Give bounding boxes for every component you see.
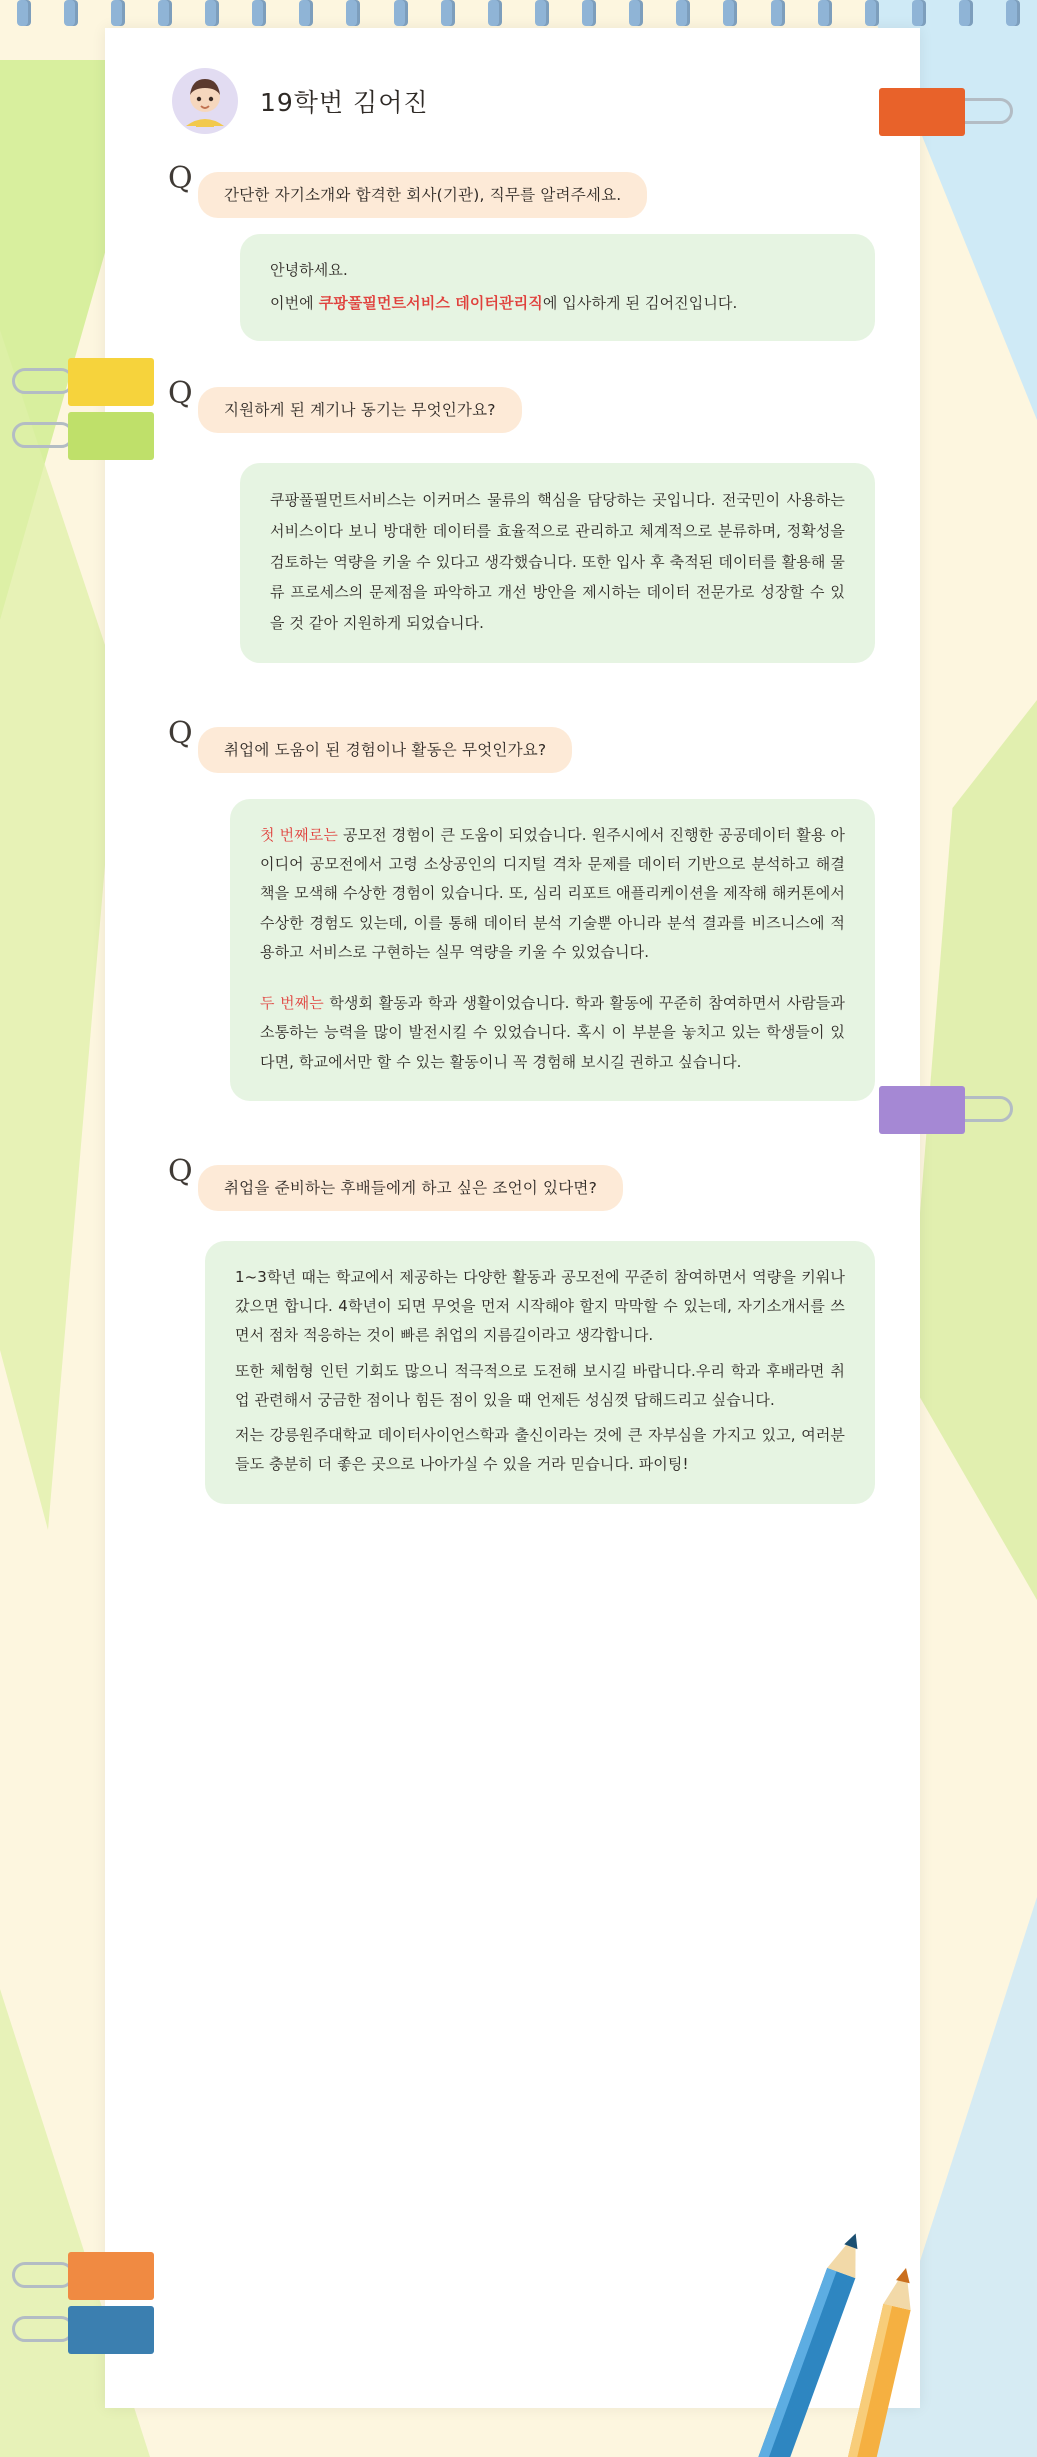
paper-clip-left-yellow [68, 358, 154, 406]
paper-clip-left-green [68, 412, 154, 460]
answer-paragraph-2 [260, 989, 845, 1077]
clip-wire-icon [12, 2316, 74, 2342]
question-text-3: 취업에 도움이 된 경험이나 활동은 무엇인가요? [198, 727, 572, 773]
clip-wire-icon [12, 2262, 74, 2288]
clip-tape [68, 358, 154, 406]
paper-clip-right-purple [879, 1086, 965, 1134]
clip-tape [68, 2306, 154, 2354]
answer-bubble-2 [240, 463, 875, 663]
qa-block-4 [150, 1151, 875, 1504]
question-text-4: 취업을 준비하는 후배들에게 하고 싶은 조언이 있다면? [198, 1165, 623, 1211]
answer-lead-2: 두 번째는 [260, 994, 324, 1012]
answer-paragraph-2: 또한 체험형 인턴 기회도 많으니 적극적으로 도전해 보시길 바랍니다.우리 학과 후배라면 취업 관련해서 궁금한 점이나 힘든 점이 있을 때 언제든 성심껏 답해드리고 싶습니다. [235, 1361, 845, 1409]
spiral-binding-icon [0, 0, 1037, 30]
answer-bubble-4 [205, 1241, 875, 1504]
header [150, 28, 875, 152]
question-marker: Q [168, 161, 193, 196]
answer-body-1: 공모전 경험이 큰 도움이 되었습니다. 원주시에서 진행한 공공데이터 활용 아이디어 공모전에서 고령 소상공인의 디지털 격차 문제를 데이터 기반으로 분석하고 해결책을 모색해 수상한 경험이 있습니다. 또, 심리 리포트 애플리케이션을 제작해 해커톤에서 수상한 경험도 있는데, 이를 통해 데이터 분석 기술뿐 아니라 분석 결과를 비즈니스에 적용하고 서비스로 구현하는 실무 역량을 키울 수 있었습니다. [260, 825, 846, 961]
question-row-1 [150, 158, 875, 218]
answer-lead-1: 첫 번째로는 [260, 825, 338, 844]
clip-wire-icon [12, 422, 74, 448]
student-avatar-icon [172, 68, 238, 134]
answer-highlight: 쿠팡풀필먼트서비스 데이터관리직 [318, 293, 543, 312]
clip-tape [879, 1086, 965, 1134]
qa-block-3 [150, 713, 875, 1101]
clip-tape [68, 412, 154, 460]
answer-paragraph: 쿠팡풀필먼트서비스는 이커머스 물류의 핵심을 담당하는 곳입니다. 전국민이 사용하는 서비스이다 보니 방대한 데이터를 효율적으로 관리하고 체계적으로 분류하며, 정확성을 검토하는 역량을 키울 수 있다고 생각했습니다. 또한 입사 후 축적된 데이터를 활용해 물류 프로세스의 문제점을 파악하고 개선 방안을 제시하는 데이터 전문가로 성장할 수 있을 것 같아 지원하게 되었습니다. [270, 491, 845, 632]
answer-paragraph-1: 1~3학년 때는 학교에서 제공하는 다양한 활동과 공모전에 꾸준히 참여하면서 역량을 키워나갔으면 합니다. 4학년이 되면 무엇을 먼저 시작해야 할지 막막할 수 있는데, 자기소개서를 쓰면서 점차 적응하는 것이 빠른 취업의 지름길이라고 생각합니다. [235, 1267, 845, 1345]
answer-body-2: 학생회 활동과 학과 생활이었습니다. 학과 활동에 꾸준히 참여하면서 사람들과 소통하는 능력을 많이 발전시킬 수 있었습니다. 혹시 이 부분을 놓치고 있는 학생들이 있다면, 학교에서만 할 수 있는 활동이니 꼭 경험해 보시길 권하고 싶습니다. [260, 994, 845, 1071]
answer-line-1: 안녕하세요. [270, 261, 348, 279]
question-text-1: 간단한 자기소개와 합격한 회사(기관), 직무를 알려주세요. [198, 172, 647, 218]
clip-tape [68, 2252, 154, 2300]
paper-clip-bottom-orange [68, 2252, 154, 2300]
qa-block-2 [150, 373, 875, 663]
answer-bubble-3 [230, 799, 875, 1101]
clip-wire-icon [12, 368, 74, 394]
qa-block-1 [150, 158, 875, 341]
answer-paragraph-3: 저는 강릉원주대학교 데이터사이언스학과 출신이라는 것에 큰 자부심을 가지고 있고, 여러분들도 충분히 더 좋은 곳으로 나아가실 수 있을 거라 믿습니다. 파이팅! [235, 1426, 845, 1474]
question-row-4 [150, 1151, 875, 1211]
answer-bubble-1 [240, 234, 875, 341]
question-row-2 [150, 373, 875, 433]
answer-line-2: 이번에 쿠팡풀필먼트서비스 데이터관리직에 입사하게 된 김어진입니다. [270, 293, 738, 312]
interview-content [105, 28, 920, 1504]
paper-clip-bottom-blue [68, 2306, 154, 2354]
answer-paragraph-1 [260, 821, 845, 967]
paper-clip-top-right [879, 88, 965, 136]
question-text-2: 지원하게 된 계기나 동기는 무엇인가요? [198, 387, 522, 433]
clip-tape [879, 88, 965, 136]
page-title: 19학번 김어진 [260, 88, 429, 117]
question-row-3 [150, 713, 875, 773]
question-marker: Q [168, 1153, 193, 1189]
question-marker: Q [168, 715, 193, 751]
question-marker: Q [168, 376, 193, 411]
